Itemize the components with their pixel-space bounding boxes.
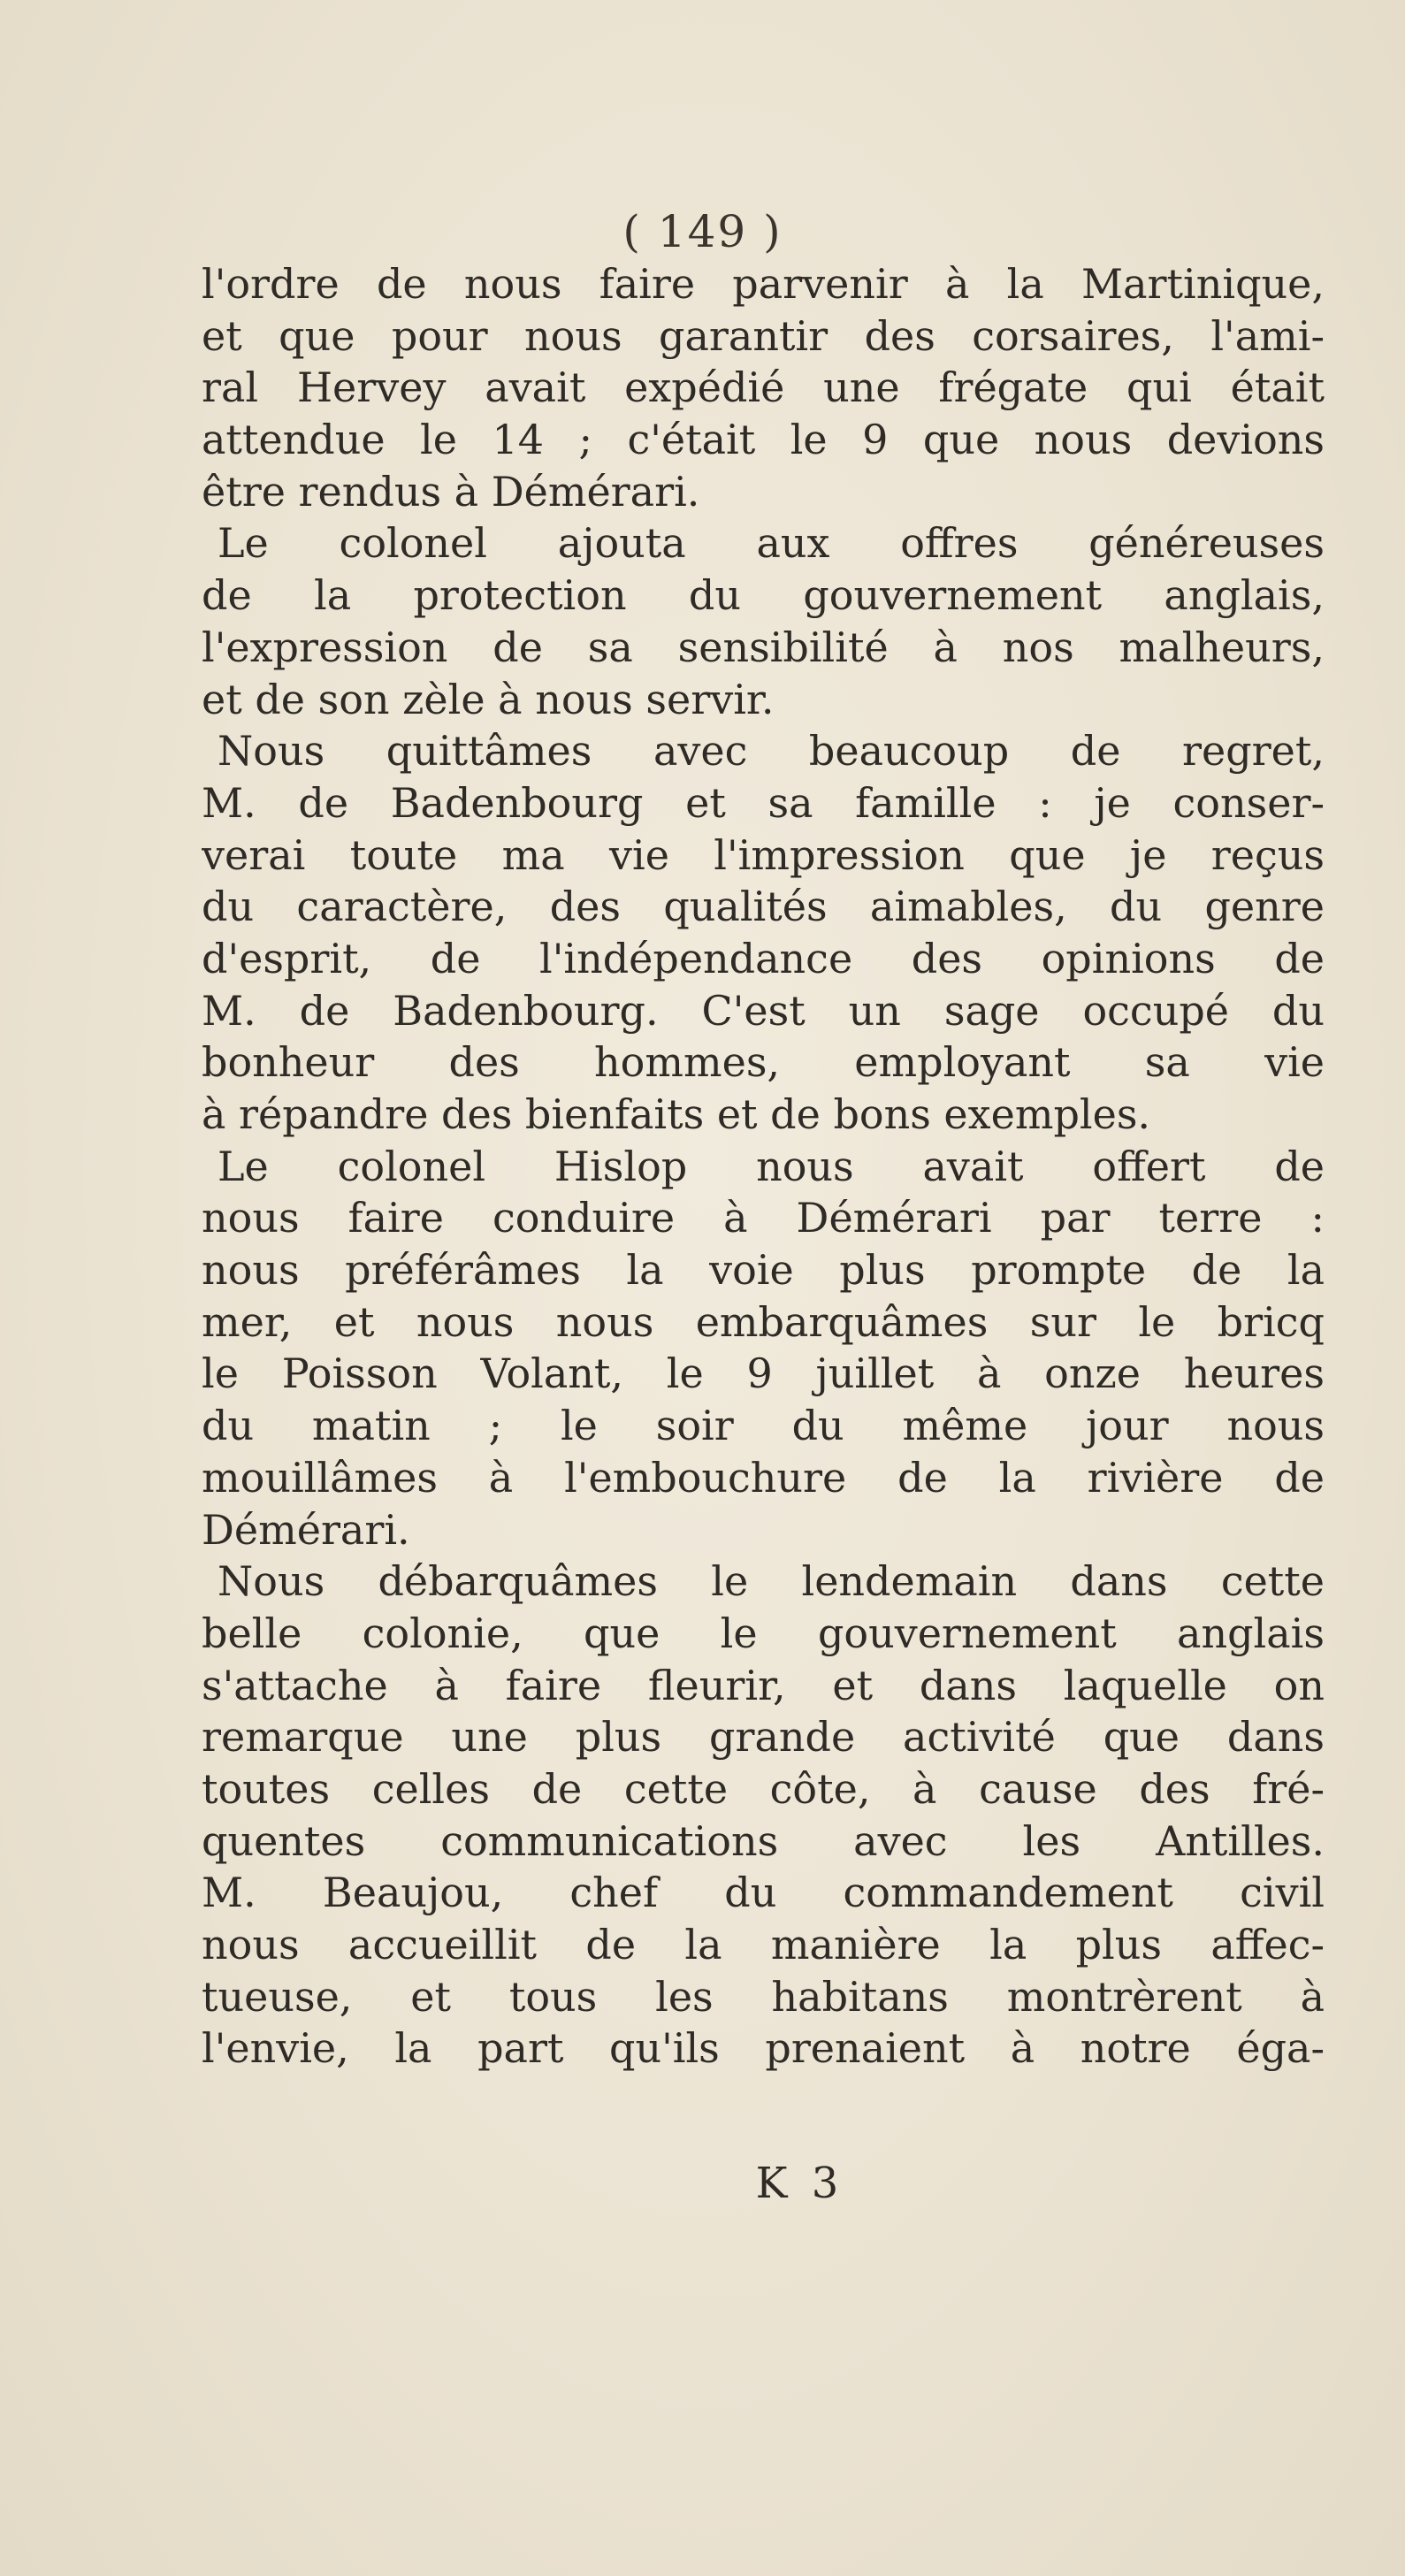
text-line: verai toute ma vie l'impression que je reçus — [202, 830, 1325, 879]
text-line: l'ordre de nous faire parvenir à la Martinique, — [202, 260, 1325, 308]
text-line: Le colonel Hislop nous avait offert de — [218, 1142, 1325, 1190]
text-line: mer, et nous nous embarquâmes sur le bricq — [202, 1297, 1325, 1346]
text-line: et que pour nous garantir des corsaires, l'ami- — [202, 311, 1325, 360]
text-line: Nous débarquâmes le lendemain dans cette — [218, 1557, 1325, 1606]
text-line: nous préférâmes la voie plus prompte de la — [202, 1246, 1325, 1295]
text-line: d'esprit, de l'indépendance des opinions de — [202, 934, 1325, 982]
text-line: du matin ; le soir du même jour nous — [202, 1402, 1325, 1450]
text-line: l'envie, la part qu'ils prenaient à notre éga- — [202, 2024, 1325, 2073]
text-line: M. de Badenbourg et sa famille : je conser- — [202, 778, 1325, 827]
text-line: nous accueillit de la manière la plus affec- — [202, 1921, 1325, 1968]
text-line: Démérari. — [202, 1505, 410, 1554]
text-line: tueuse, et tous les habitans montrèrent à — [202, 1972, 1325, 2021]
page-number: ( 149 ) — [622, 206, 783, 257]
text-line: belle colonie, que le gouvernement anglais — [202, 1609, 1325, 1657]
text-line: à répandre des bienfaits et de bons exemples. — [202, 1090, 1151, 1138]
text-line: du caractère, des qualités aimables, du genre — [202, 883, 1325, 931]
text-line: quentes communications avec les Antilles. — [202, 1816, 1325, 1865]
text-line: s'attache à faire fleurir, et dans laquelle on — [202, 1661, 1325, 1709]
text-line: et de son zèle à nous servir. — [202, 675, 775, 723]
text-line: Nous quittâmes avec beaucoup de regret, — [218, 727, 1325, 776]
text-line: attendue le 14 ; c'était le 9 que nous devions — [202, 416, 1325, 464]
text-line: être rendus à Démérari. — [202, 467, 700, 516]
text-line: M. Beaujou, chef du commandement civil — [202, 1869, 1325, 1917]
text-line: ral Hervey avait expédié une frégate qui était — [202, 363, 1325, 412]
text-line: Le colonel ajouta aux offres généreuses — [218, 519, 1325, 568]
text-line: mouillâmes à l'embouchure de la rivière de — [202, 1453, 1325, 1502]
text-line: bonheur des hommes, employant sa vie — [202, 1038, 1325, 1087]
signature-mark: K 3 — [755, 2159, 844, 2208]
text-line: l'expression de sa sensibilité à nos malheurs, — [202, 623, 1325, 671]
text-line: le Poisson Volant, le 9 juillet à onze heures — [202, 1349, 1325, 1398]
body-text — [202, 258, 1325, 2075]
text-line: toutes celles de cette côte, à cause des fré- — [202, 1764, 1325, 1813]
text-line: nous faire conduire à Démérari par terre : — [202, 1194, 1325, 1242]
text-line: remarque une plus grande activité que dans — [202, 1713, 1325, 1762]
text-line: de la protection du gouvernement anglais, — [202, 571, 1325, 620]
text-line: M. de Badenbourg. C'est un sage occupé du — [202, 986, 1325, 1035]
